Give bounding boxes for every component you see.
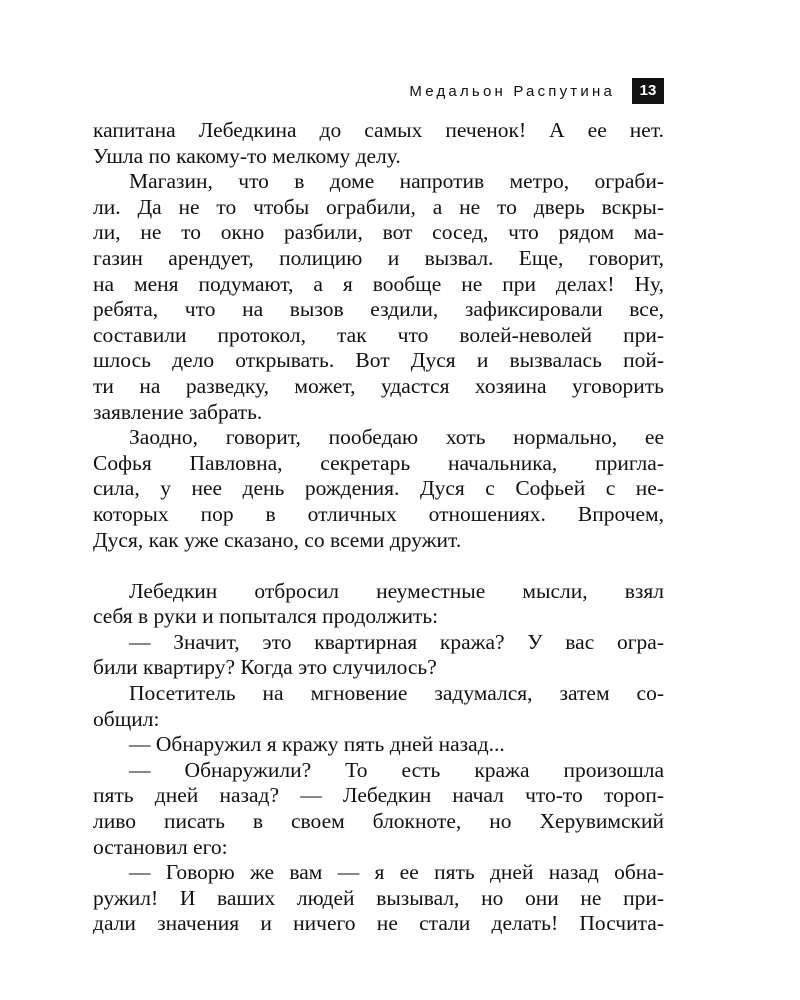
text-line: Лебедкин отбросил неуместные мысли, взял (129, 578, 664, 603)
text-line: на меня подумают, а я вообще не при делах! Ну, (93, 271, 664, 296)
text-line: Ушла по какому-то мелкому делу. (93, 143, 401, 168)
text-line: составили протокол, так что волей-неволей при- (93, 322, 664, 347)
text-line: — Значит, это квартирная кража? У вас огра- (129, 629, 664, 654)
text-line: Заодно, говорит, пообедаю хоть нормально, ее (129, 425, 664, 450)
text-line: ружил! И ваших людей вызывал, но они не при- (93, 885, 664, 910)
text-line: Дуся, как уже сказано, со всеми дружит. (93, 527, 462, 552)
body-text (93, 118, 664, 937)
text-line: газин арендует, полицию и вызвал. Еще, говорит, (93, 245, 664, 270)
text-line: пять дней назад? — Лебедкин начал что-то тороп- (93, 783, 664, 808)
text-line: — Говорю же вам — я ее пять дней назад обна- (129, 860, 664, 885)
text-line: себя в руки и попытался продолжить: (93, 604, 439, 629)
text-line: — Обнаружили? То есть кража произошла (129, 757, 664, 782)
running-title: Медальон Распутина (409, 83, 615, 100)
text-line: которых пор в отличных отношениях. Впрочем, (93, 501, 664, 526)
text-line: ливо писать в своем блокноте, но Херувимский (93, 809, 664, 834)
text-line: ли. Да не то чтобы ограбили, а не то дверь вскры- (93, 194, 664, 219)
running-head (0, 78, 800, 108)
text-line: Софья Павловна, секретарь начальника, пригла- (93, 450, 664, 475)
text-line: ребята, что на вызов ездили, зафиксировали все, (93, 297, 664, 322)
text-line: шлось дело открывать. Вот Дуся и вызвалась пой- (93, 348, 664, 373)
text-line: общил: (93, 706, 160, 731)
text-line: Магазин, что в доме напротив метро, ограби- (129, 169, 664, 194)
text-line: капитана Лебедкина до самых печенок! А ее нет. (93, 118, 664, 142)
text-line: ти на разведку, может, удастся хозяина уговорить (93, 373, 664, 398)
text-line: били квартиру? Когда это случилось? (93, 655, 437, 680)
text-line: дали значения и ничего не стали делать! Посчита- (93, 911, 664, 936)
text-line: остановил его: (93, 834, 228, 859)
text-line: сила, у нее день рождения. Дуся с Софьей с не- (93, 476, 664, 501)
text-line: ли, не то окно разбили, вот сосед, что рядом ма- (93, 220, 664, 245)
page-number: 13 (632, 78, 664, 104)
text-line: Посетитель на мгновение задумался, затем со- (129, 681, 664, 706)
text-line: заявление забрать. (93, 399, 263, 424)
text-line: — Обнаружил я кражу пять дней назад... (129, 732, 505, 757)
paragraph-gap (93, 553, 664, 579)
